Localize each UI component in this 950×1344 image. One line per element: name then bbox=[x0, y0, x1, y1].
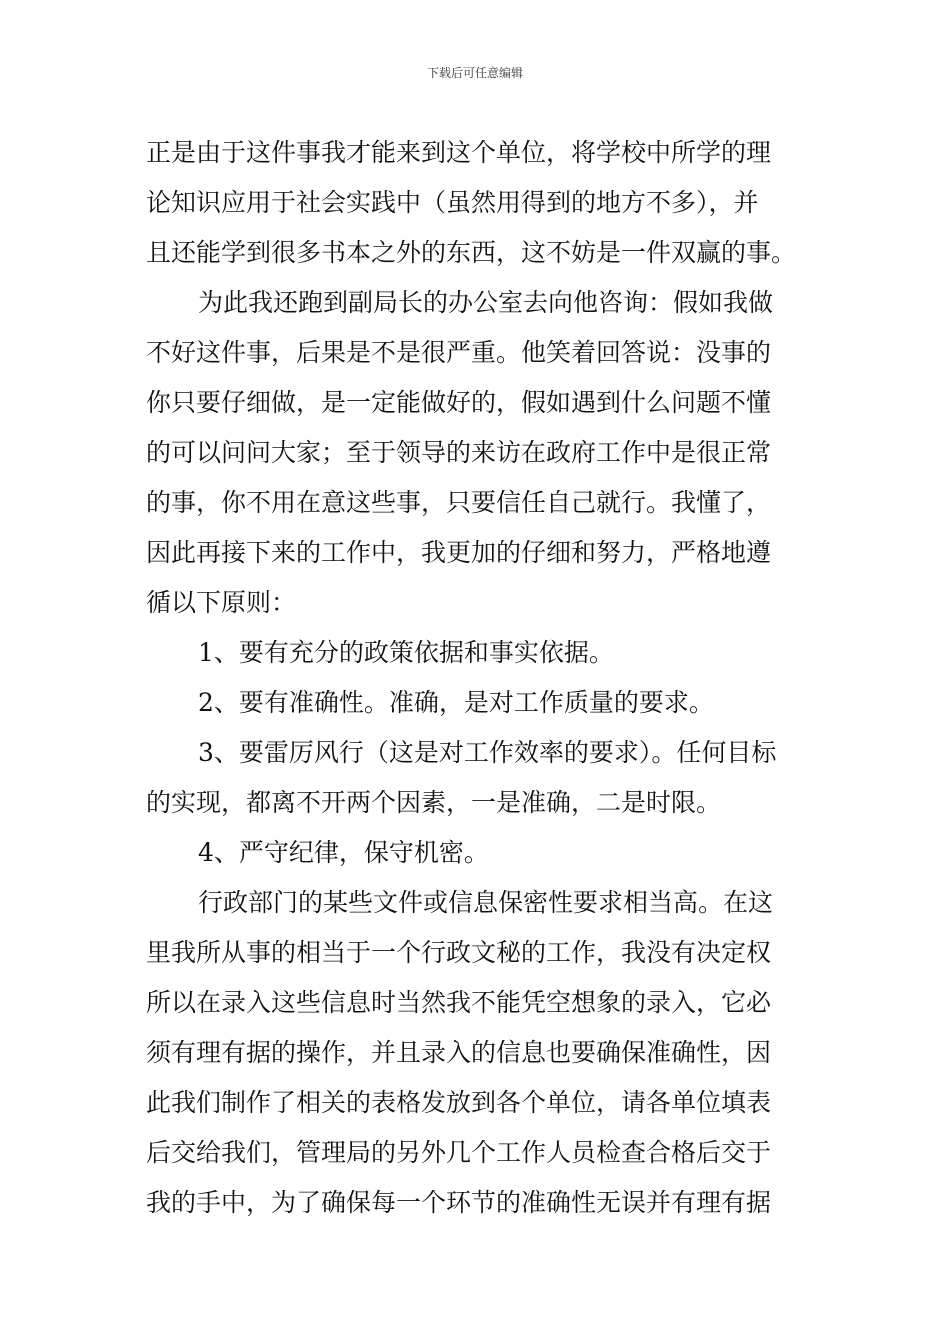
list-item: 4、严守纪律，保守机密。 bbox=[198, 838, 489, 867]
text-line: 所以在录入这些信息时当然我不能凭空想象的录入，它必 bbox=[146, 988, 772, 1017]
document-body bbox=[146, 128, 810, 1228]
text-line: 此我们制作了相关的表格发放到各个单位，请各单位填表 bbox=[146, 1088, 772, 1117]
text-line: 因此再接下来的工作中，我更加的仔细和努力，严格地遵 bbox=[146, 538, 772, 567]
text-line: 循以下原则： bbox=[146, 588, 297, 617]
text-line: 我的手中，为了确保每一个环节的准确性无误并有理有据 bbox=[146, 1188, 772, 1217]
text-line: 行政部门的某些文件或信息保密性要求相当高。在这 bbox=[198, 888, 774, 917]
text-line: 须有理有据的操作，并且录入的信息也要确保准确性，因 bbox=[146, 1038, 772, 1067]
text-line: 不好这件事，后果是不是很严重。他笑着回答说：没事的 bbox=[146, 338, 772, 367]
text-line: 的实现，都离不开两个因素，一是准确，二是时限。 bbox=[146, 788, 722, 817]
text-line: 里我所从事的相当于一个行政文秘的工作，我没有决定权 bbox=[146, 938, 772, 967]
text-line: 你只要仔细做，是一定能做好的，假如遇到什么问题不懂 bbox=[146, 388, 772, 417]
text-line: 后交给我们，管理局的另外几个工作人员检查合格后交于 bbox=[146, 1138, 772, 1167]
page-header: 下载后可任意编辑 bbox=[426, 66, 523, 80]
text-line: 且还能学到很多书本之外的东西，这不妨是一件双赢的事。 bbox=[146, 238, 797, 267]
text-line: 的事，你不用在意这些事，只要信任自己就行。我懂了， bbox=[146, 488, 772, 517]
list-item: 3、要雷厉风行（这是对工作效率的要求）。任何目标 bbox=[198, 738, 777, 767]
list-item: 1、要有充分的政策依据和事实依据。 bbox=[198, 638, 614, 667]
text-line: 为此我还跑到副局长的办公室去向他咨询：假如我做 bbox=[198, 288, 774, 317]
list-item: 2、要有准确性。准确，是对工作质量的要求。 bbox=[198, 688, 714, 717]
text-line: 的可以问问大家；至于领导的来访在政府工作中是很正常 bbox=[146, 438, 772, 467]
text-line: 论知识应用于社会实践中（虽然用得到的地方不多），并 bbox=[146, 188, 759, 217]
text-line: 正是由于这件事我才能来到这个单位，将学校中所学的理 bbox=[146, 138, 772, 167]
